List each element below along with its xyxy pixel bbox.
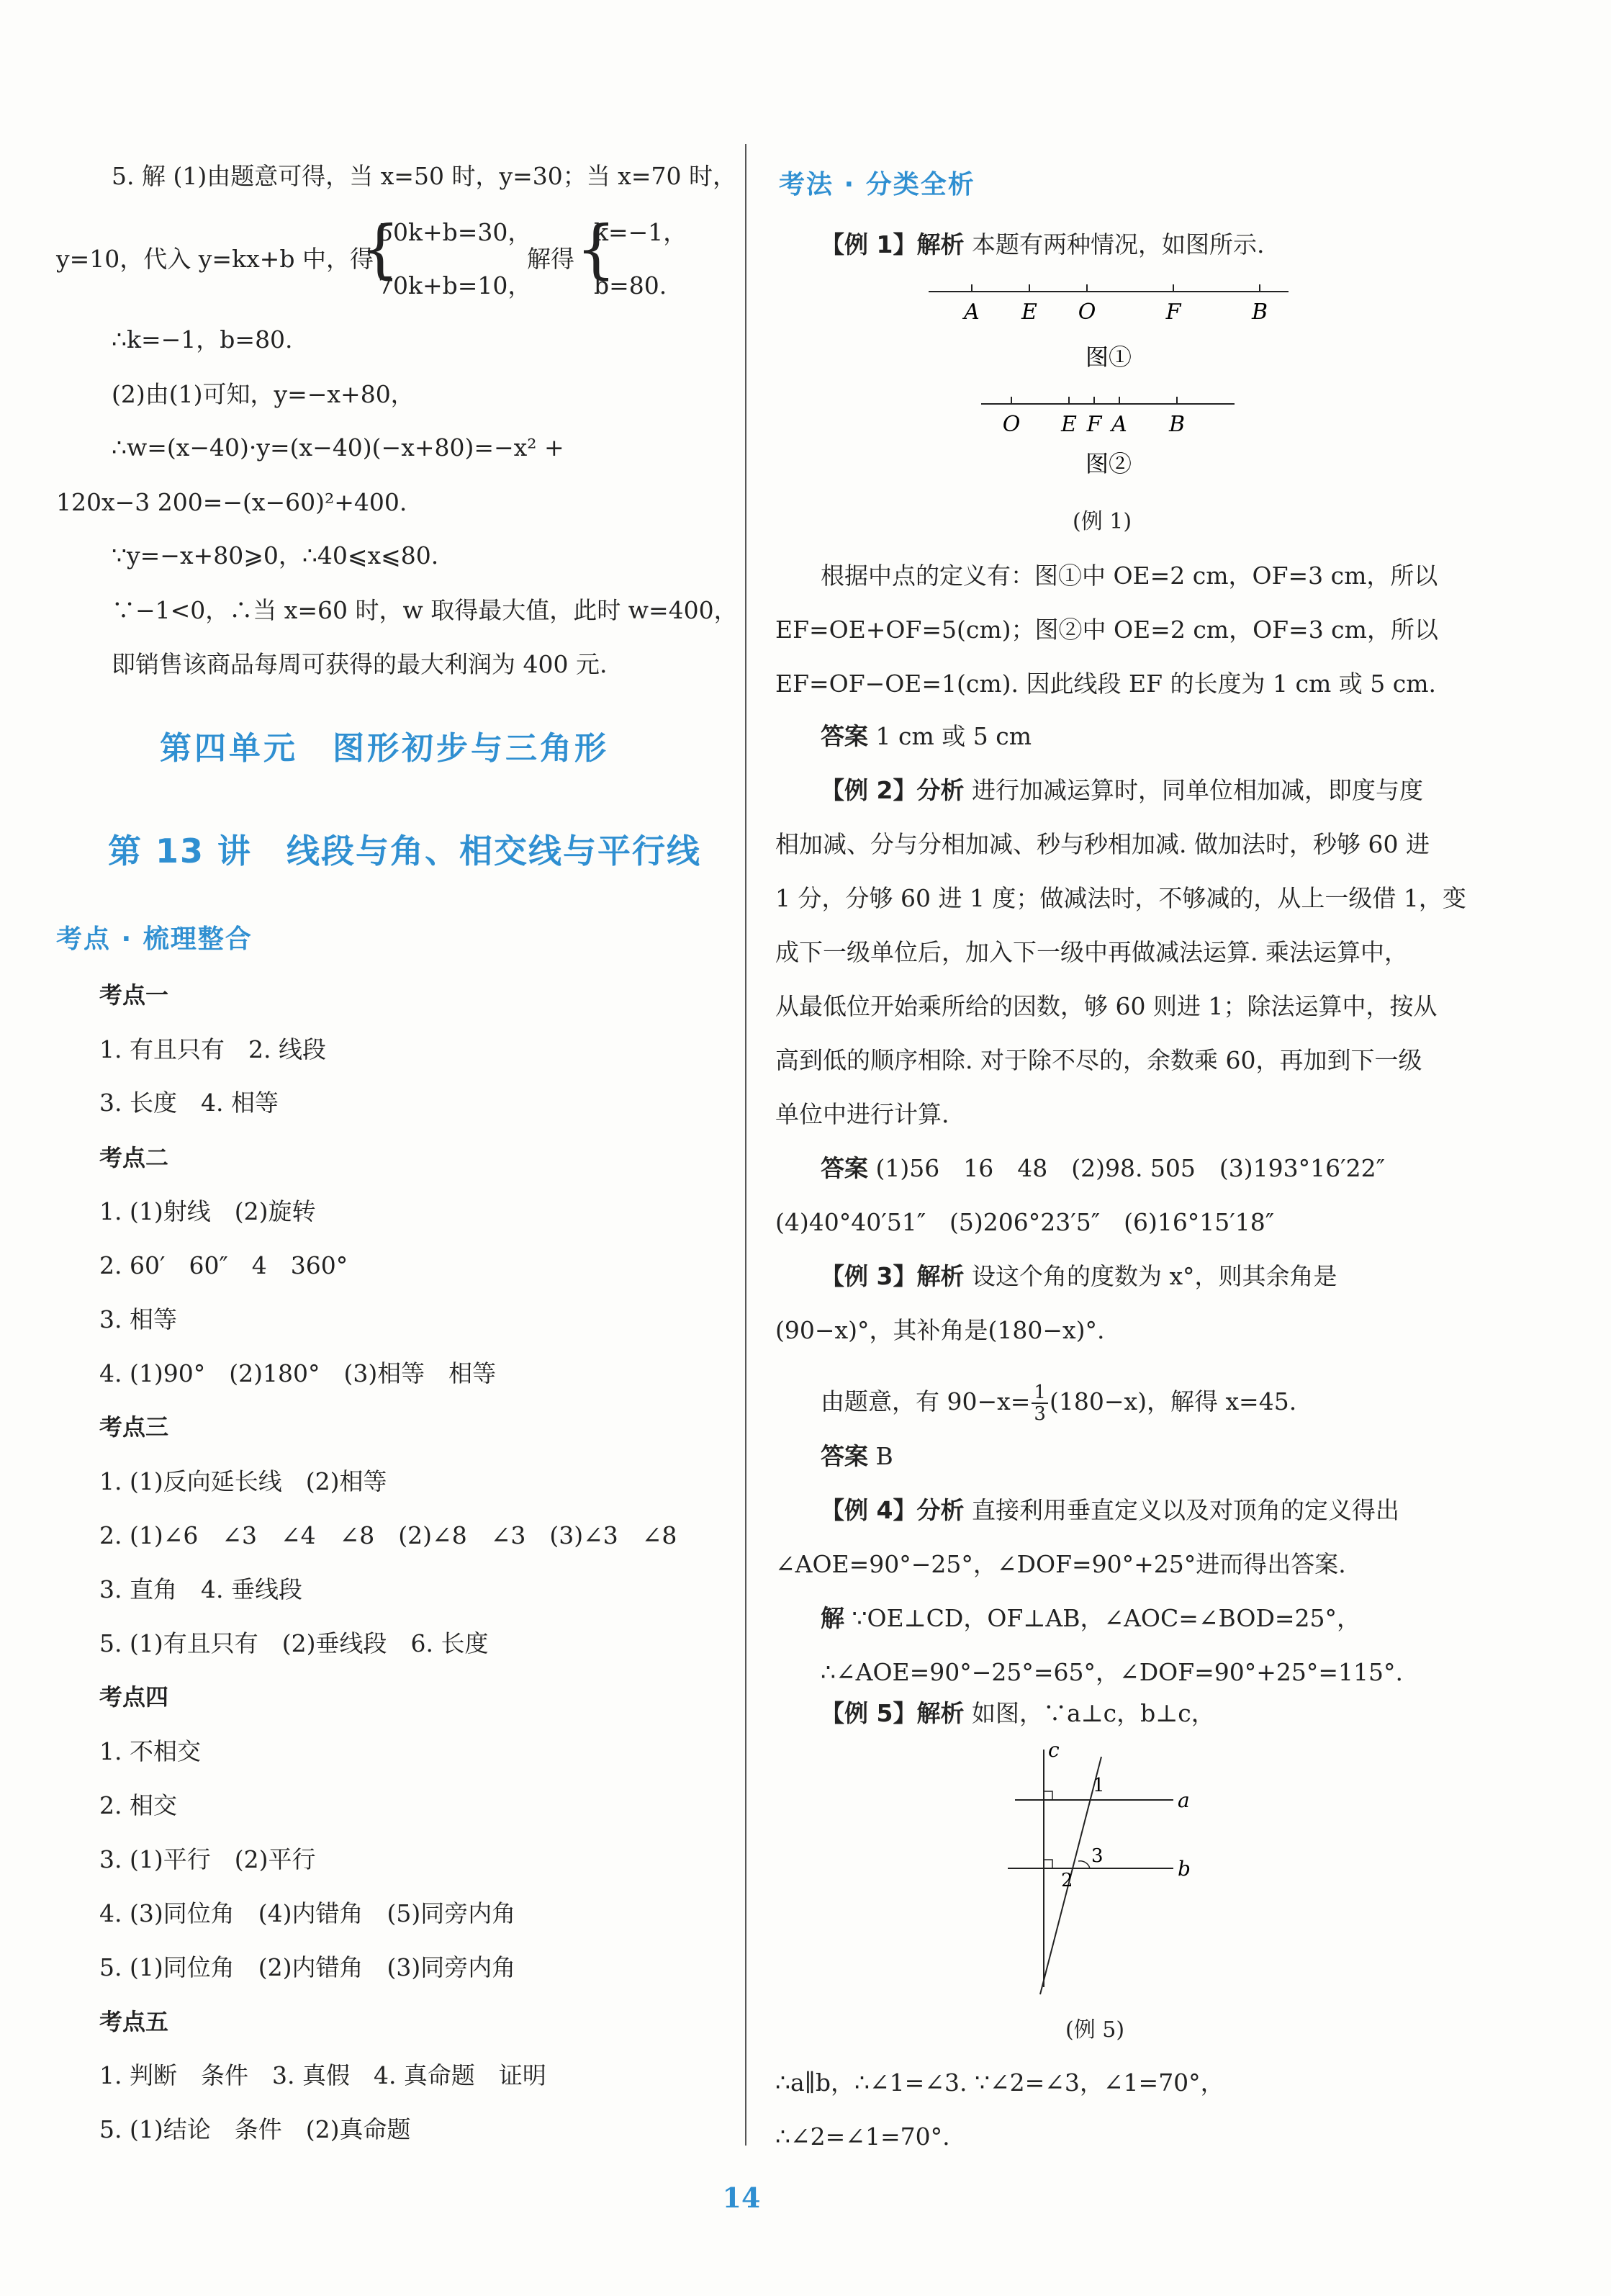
ex1-label: 解析 [916,230,965,258]
p5-line2: y=10，代入 y=kx+b 中，得 [56,245,374,273]
kd3-line3: 3. 直角 4. 垂线段 [99,1575,302,1603]
fig2-label-F: F [1086,412,1102,437]
angle-3-arc [1078,1861,1090,1868]
p5-line4: (2)由(1)可知，y=−x+80， [112,380,415,408]
ex2-line1: 【例 2】分析 进行加减运算时，同单位相加减，即度与度 [821,776,1423,804]
kd5-line1: 1. 判断 条件 3. 真假 4. 真命题 证明 [99,2061,546,2089]
kaodian-1: 考点一 [99,981,169,1009]
ex2-answer1: 答案 (1)56 16 48 (2)98. 505 (3)193°16′22″ [821,1154,1385,1182]
system2-eq2: b=80. [594,271,667,300]
ex3-line1: 【例 3】解析 设这个角的度数为 x°，则其余角是 [821,1262,1337,1290]
kd4-line2: 2. 相交 [99,1791,177,1819]
fig1-label-A: A [964,300,980,325]
fig2-label-A: A [1111,412,1127,437]
label-angle-2: 2 [1061,1870,1073,1891]
kd2-line1: 1. (1)射线 (2)旋转 [99,1197,316,1225]
ex3-answer: 答案 B [821,1442,893,1470]
ex5-tag: 【例 5】 [821,1699,917,1727]
fig1-caption: 图① [1085,343,1132,371]
fig2-points [1003,397,1185,437]
kd1-line1: 1. 有且只有 2. 线段 [99,1035,326,1063]
ex3-tag: 【例 3】 [821,1262,917,1290]
ex2-line3: 1 分，分够 60 进 1 度；做减法时，不够减的，从上一级借 1，变 [775,884,1466,912]
kaodian-4: 考点四 [99,1683,169,1711]
ex4-line4: ∴∠AOE=90°−25°=65°，∠DOF=90°+25°=115°. [821,1658,1404,1686]
ex2-tag: 【例 2】 [821,776,917,804]
system1-eq2: 70k+b=10， [378,271,532,300]
ex2-line5: 从最低位开始乘所给的因数，够 60 则进 1；除法运算中，按从 [775,992,1438,1020]
kd4-line3: 3. (1)平行 (2)平行 [99,1845,316,1873]
kd3-line1: 1. (1)反向延长线 (2)相等 [99,1467,387,1495]
fig2-label-E: E [1061,412,1077,437]
ex4-tag: 【例 4】 [821,1496,917,1524]
kd3-line2: 2. (1)∠6 ∠3 ∠4 ∠8 (2)∠8 ∠3 (3)∠3 ∠8 [99,1521,677,1549]
fig2-label-O: O [1002,412,1021,437]
p5-line1: 5. 解 (1)由题意可得，当 x=50 时，y=30；当 x=70 时， [112,162,736,190]
kaodian-3: 考点三 [99,1413,169,1441]
section-title-right: 考法 · 分类全析 [779,170,975,199]
ex5-line3: ∴∠2=∠1=70°. [775,2122,950,2151]
kd2-line3: 3. 相等 [99,1305,177,1333]
kd4-line4: 4. (3)同位角 (4)内错角 (5)同旁内角 [99,1899,516,1927]
p5-line6: 120x−3 200=−(x−60)²+400. [56,488,407,516]
fig1-label-B: B [1251,300,1268,325]
ex4-line2: ∠AOE=90°−25°，∠DOF=90°+25°进而得出答案. [775,1550,1346,1578]
column-divider [745,144,746,2146]
lecture-title: 第 13 讲 线段与角、相交线与平行线 [108,832,702,870]
kaodian-5: 考点五 [99,2008,169,2035]
ex4-line1: 【例 4】分析 直接利用垂直定义以及对顶角的定义得出 [821,1496,1399,1524]
system2-eq1: k=−1， [594,218,687,246]
ex2-line7: 单位中进行计算. [775,1100,949,1128]
ex2-line2: 相加减、分与分相加减、秒与秒相加减. 做加法时，秒够 60 进 [775,830,1430,858]
fraction-one-third: $\frac{1}{3}$ [1032,1382,1048,1424]
fig1-label-E: E [1021,300,1037,325]
kd1-line2: 3. 长度 4. 相等 [99,1089,279,1117]
left-brace-2: { [576,212,616,286]
ex1-line1: 根据中点的定义有：图①中 OE=2 cm，OF=3 cm，所以 [821,562,1438,590]
ex2-line4: 成下一级单位后，加入下一级中再做减法运算. 乘法运算中， [775,938,1408,966]
ex2-line6: 高到低的顺序相除. 对于除不尽的，余数乘 60，再加到下一级 [775,1046,1422,1074]
right-angle-mark-a [1044,1791,1052,1800]
label-c: c [1048,1742,1060,1762]
kd5-line2: 5. (1)结论 条件 (2)真命题 [99,2115,411,2143]
fig2-label-B: B [1168,412,1186,437]
label-angle-3: 3 [1091,1845,1104,1867]
label-angle-1: 1 [1093,1775,1105,1796]
kd4-line1: 1. 不相交 [99,1737,201,1765]
fig2-caption: 图② [1085,450,1132,477]
section-title-left: 考点 · 梳理整合 [56,924,253,954]
ex1-intro: 【例 1】解析 本题有两种情况，如图所示. [821,230,1265,258]
figure-2 [975,385,1249,490]
ex1-answer: 答案 1 cm 或 5 cm [821,722,1032,750]
ex4-line3: 解 ∵OE⊥CD，OF⊥AB，∠AOC=∠BOD=25°， [821,1604,1361,1632]
right-angle-mark-b [1044,1860,1052,1868]
ex3-line3: 由题意，有 90−x= $\frac{1}{3}$ (180−x)，解得 x=45. [821,1382,1297,1425]
kd3-line4: 5. (1)有且只有 (2)垂线段 6. 长度 [99,1629,489,1657]
left-brace-1: { [360,212,400,286]
ex1-tag: 【例 1】 [821,230,917,258]
solve-word: 解得 [527,245,574,273]
p5-line5: ∴w=(x−40)·y=(x−40)(−x+80)=−x² + [112,433,564,462]
kd2-line2: 2. 60′ 60″ 4 360° [99,1251,348,1279]
p5-line9: 即销售该商品每周可获得的最大利润为 400 元. [112,650,608,678]
ex1-caption: (例 1) [1073,509,1132,534]
system1-eq1: 50k+b=30， [378,218,532,246]
unit-title: 第四单元 图形初步与三角形 [160,730,609,767]
page-number: 14 [722,2182,761,2214]
kaodian-2: 考点二 [99,1144,169,1171]
ex2-answer2: (4)40°40′51″ (5)206°23′5″ (6)16°15′18″ [775,1208,1275,1236]
ex5-line1: 【例 5】解析 如图，∵a⊥c，b⊥c， [821,1699,1215,1727]
figure-1 [921,270,1296,378]
p5-line3: ∴k=−1，b=80. [112,325,293,354]
label-b: b [1178,1857,1191,1881]
kd2-line4: 4. (1)90° (2)180° (3)相等 相等 [99,1359,497,1387]
kd4-line5: 5. (1)同位角 (2)内错角 (3)同旁内角 [99,1953,516,1981]
ex1-line2: EF=OE+OF=5(cm)；图②中 OE=2 cm，OF=3 cm，所以 [775,616,1438,644]
p5-line7: ∵y=−x+80⩾0，∴40⩽x⩽80. [112,541,439,570]
fig1-points [962,284,1268,325]
ex1-line3: EF=OF−OE=1(cm). 因此线段 EF 的长度为 1 cm 或 5 cm. [775,670,1436,698]
fig1-label-F: F [1165,300,1181,325]
p5-line8: ∵−1<0，∴当 x=60 时，w 取得最大值，此时 w=400， [112,596,738,624]
ex3-line2: (90−x)°，其补角是(180−x)°. [775,1316,1105,1344]
label-a: a [1178,1788,1190,1812]
ex5-line2: ∴a∥b，∴∠1=∠3. ∵∠2=∠3，∠1=70°， [775,2068,1224,2097]
fig1-label-O: O [1078,300,1096,325]
figure-5 [1001,1742,1217,2002]
ex5-caption: (例 5) [1065,2017,1125,2043]
